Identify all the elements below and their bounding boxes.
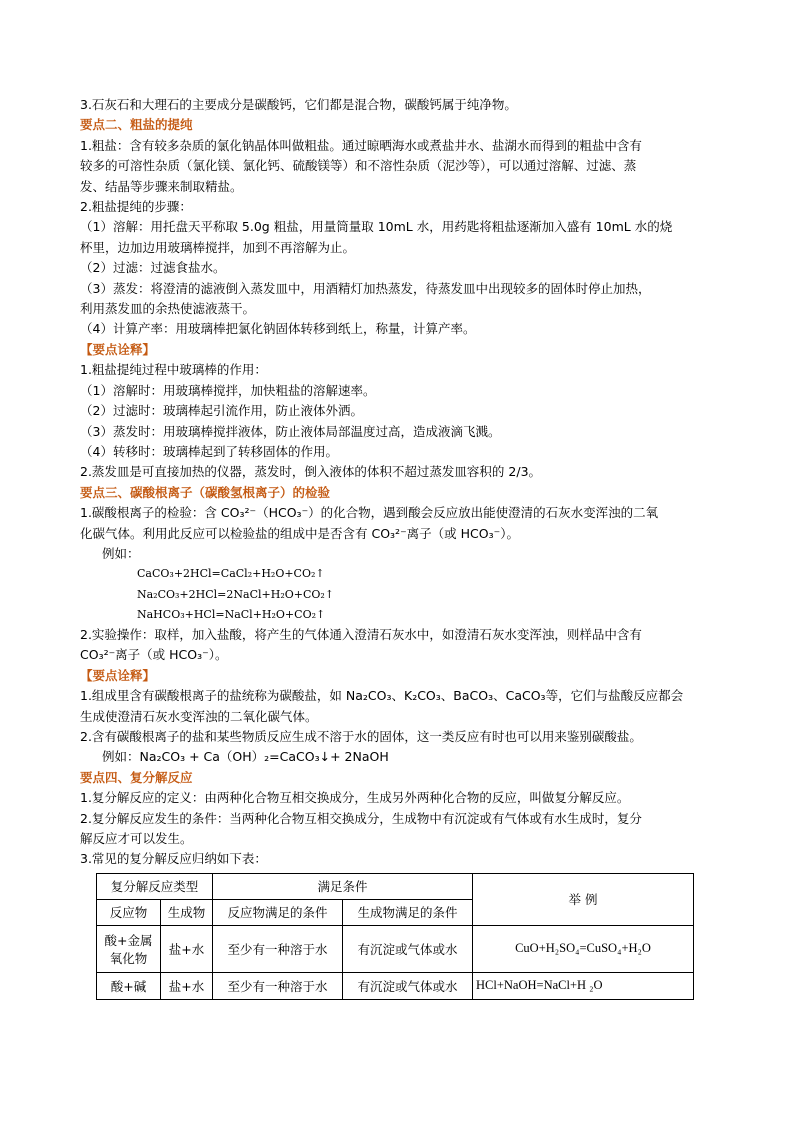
text-line: 发、结晶等步骤来制取精盐。 xyxy=(80,178,243,194)
cell-product-condition: 有沉淀或气体或水 xyxy=(343,972,473,999)
reaction-table xyxy=(96,873,694,1000)
text-line: 1.粗盐：含有较多杂质的氯化钠晶体叫做粗盐。通过晾晒海水或煮盐井水、盐湖水而得到的粗盐中含有 xyxy=(80,137,642,153)
text-body xyxy=(80,95,720,503)
cell-product: 盐+水 xyxy=(161,925,213,972)
cell-product-condition: 有沉淀或气体或水 xyxy=(343,925,473,972)
carbonate-test-line2: 化碳气体。利用此反应可以检验盐的组成中是否含有 CO₃²⁻离子（或 HCO₃⁻）。 xyxy=(80,525,519,541)
text-line: （1）溶解：用托盘天平称取 5.0g 粗盐，用量筒量取 10mL 水，用药匙将粗盐逐渐加入盛有 10mL 水的烧 xyxy=(80,219,673,235)
cell-reactant-condition: 至少有一种溶于水 xyxy=(213,925,343,972)
table-row xyxy=(97,925,694,972)
cell-example: HCl+NaOH=NaCl+H ₂O xyxy=(473,972,694,999)
note2-line1: 2.含有碳酸根离子的盐和某些物质反应生成不溶于水的固体，这一类反应有时也可以用来鉴别碳酸盐。 xyxy=(80,728,642,744)
text-line: （1）溶解时：用玻璃棒搅拌，加快粗盐的溶解速率。 xyxy=(80,382,376,398)
table-intro: 3.常见的复分解反应归纳如下表： xyxy=(80,851,267,867)
header-condition: 满足条件 xyxy=(213,873,473,899)
header-product-condition: 生成物满足的条件 xyxy=(343,899,473,925)
cell-example: CuO+H₂SO₄=CuSO₄+H₂O xyxy=(473,925,694,972)
text-line: （2）过滤：过滤食盐水。 xyxy=(80,260,226,276)
text-line: 利用蒸发皿的余热使滤液蒸干。 xyxy=(80,301,256,317)
cell-reactant: 酸+金属氧化物 xyxy=(97,925,161,972)
text-line: 3.石灰石和大理石的主要成分是碳酸钙，它们都是混合物，碳酸钙属于纯净物。 xyxy=(80,97,517,112)
condition-line1: 2.复分解反应发生的条件：当两种化合物互相交换成分，生成物中有沉淀或有气体或有水生成时，复分 xyxy=(80,810,642,826)
definition-line: 1.复分解反应的定义：由两种化合物互相交换成分，生成另外两种化合物的反应，叫做复分解反应。 xyxy=(80,790,630,806)
equation-caco3: CaCO₃+2HCl=CaCl₂+H₂O+CO₂↑ xyxy=(137,567,325,581)
header-type: 复分解反应类型 xyxy=(97,873,213,899)
cell-reactant: 酸+碱 xyxy=(97,972,161,999)
header-product: 生成物 xyxy=(161,899,213,925)
header-reactant-condition: 反应物满足的条件 xyxy=(213,899,343,925)
header-example: 举 例 xyxy=(473,873,694,925)
text-line: （3）蒸发：将澄清的滤液倒入蒸发皿中，用酒精灯加热蒸发，待蒸发皿中出现较多的固体时停止加热， xyxy=(80,280,651,296)
note2-example: 例如：Na₂CO₃ + Ca（OH）₂=CaCO₃↓+ 2NaOH xyxy=(102,749,389,765)
document-page xyxy=(80,95,720,1000)
condition-line2: 解反应才可以发生。 xyxy=(80,831,193,847)
text-line: 杯里，边加边用玻璃棒搅拌，加到不再溶解为止。 xyxy=(80,239,356,255)
text-line: 较多的可溶性杂质（氯化镁、氯化钙、硫酸镁等）和不溶性杂质（泥沙等），可以通过溶解、过滤、蒸 xyxy=(80,158,637,174)
text-line: （4）计算产率：用玻璃棒把氯化钠固体转移到纸上，称量，计算产率。 xyxy=(80,321,476,337)
experiment-op-line1: 2.实验操作：取样，加入盐酸，将产生的气体通入澄清石灰水中，如澄清石灰水变浑浊，则样品中含有 xyxy=(80,626,642,642)
carbonate-test-line1: 1.碳酸根离子的检验：含 CO₃²⁻（HCO₃⁻）的化合物，遇到酸会反应放出能使澄清的石灰水变浑浊的二氧 xyxy=(80,505,659,521)
text-line: 2.蒸发皿是可直接加热的仪器，蒸发时，倒入液体的体积不超过蒸发皿容积的 2/3。 xyxy=(80,464,542,480)
equation-nahco3: NaHCO₃+HCl=NaCl+H₂O+CO₂↑ xyxy=(137,607,326,621)
table-row xyxy=(97,972,694,999)
note-title: 【要点诠释】 xyxy=(80,667,156,683)
experiment-op-line2: CO₃²⁻离子（或 HCO₃⁻）。 xyxy=(80,647,228,663)
header-reactant: 反应物 xyxy=(97,899,161,925)
text-line: 1.粗盐提纯过程中玻璃棒的作用： xyxy=(80,362,267,378)
note1-line2: 生成使澄清石灰水变浑浊的二氧化碳气体。 xyxy=(80,708,318,724)
text-line: （2）过滤时：玻璃棒起引流作用，防止液体外洒。 xyxy=(80,403,363,419)
note1-line1: 1.组成里含有碳酸根离子的盐统称为碳酸盐，如 Na₂CO₃、K₂CO₃、BaCO₃、CaCO₃等，它们与盐酸反应都会 xyxy=(80,688,684,704)
note-title: 【要点诠释】 xyxy=(80,341,156,357)
table-header-row-1 xyxy=(97,873,694,899)
text-line: 2.粗盐提纯的步骤： xyxy=(80,199,192,215)
equation-na2co3: Na₂CO₃+2HCl=2NaCl+H₂O+CO₂↑ xyxy=(137,587,335,601)
section-heading: 要点二、粗盐的提纯 xyxy=(80,117,193,133)
text-line: （3）蒸发时：用玻璃棒搅拌液体，防止液体局部温度过高，造成液滴飞溅。 xyxy=(80,423,501,439)
cell-reactant-condition: 至少有一种溶于水 xyxy=(213,972,343,999)
section4-heading: 要点四、复分解反应 xyxy=(80,769,193,785)
example-label: 例如： xyxy=(102,545,140,561)
section-heading: 要点三、碳酸根离子（碳酸氢根离子）的检验 xyxy=(80,484,331,500)
cell-product: 盐+水 xyxy=(161,972,213,999)
text-line: （4）转移时：玻璃棒起到了转移固体的作用。 xyxy=(80,443,338,459)
